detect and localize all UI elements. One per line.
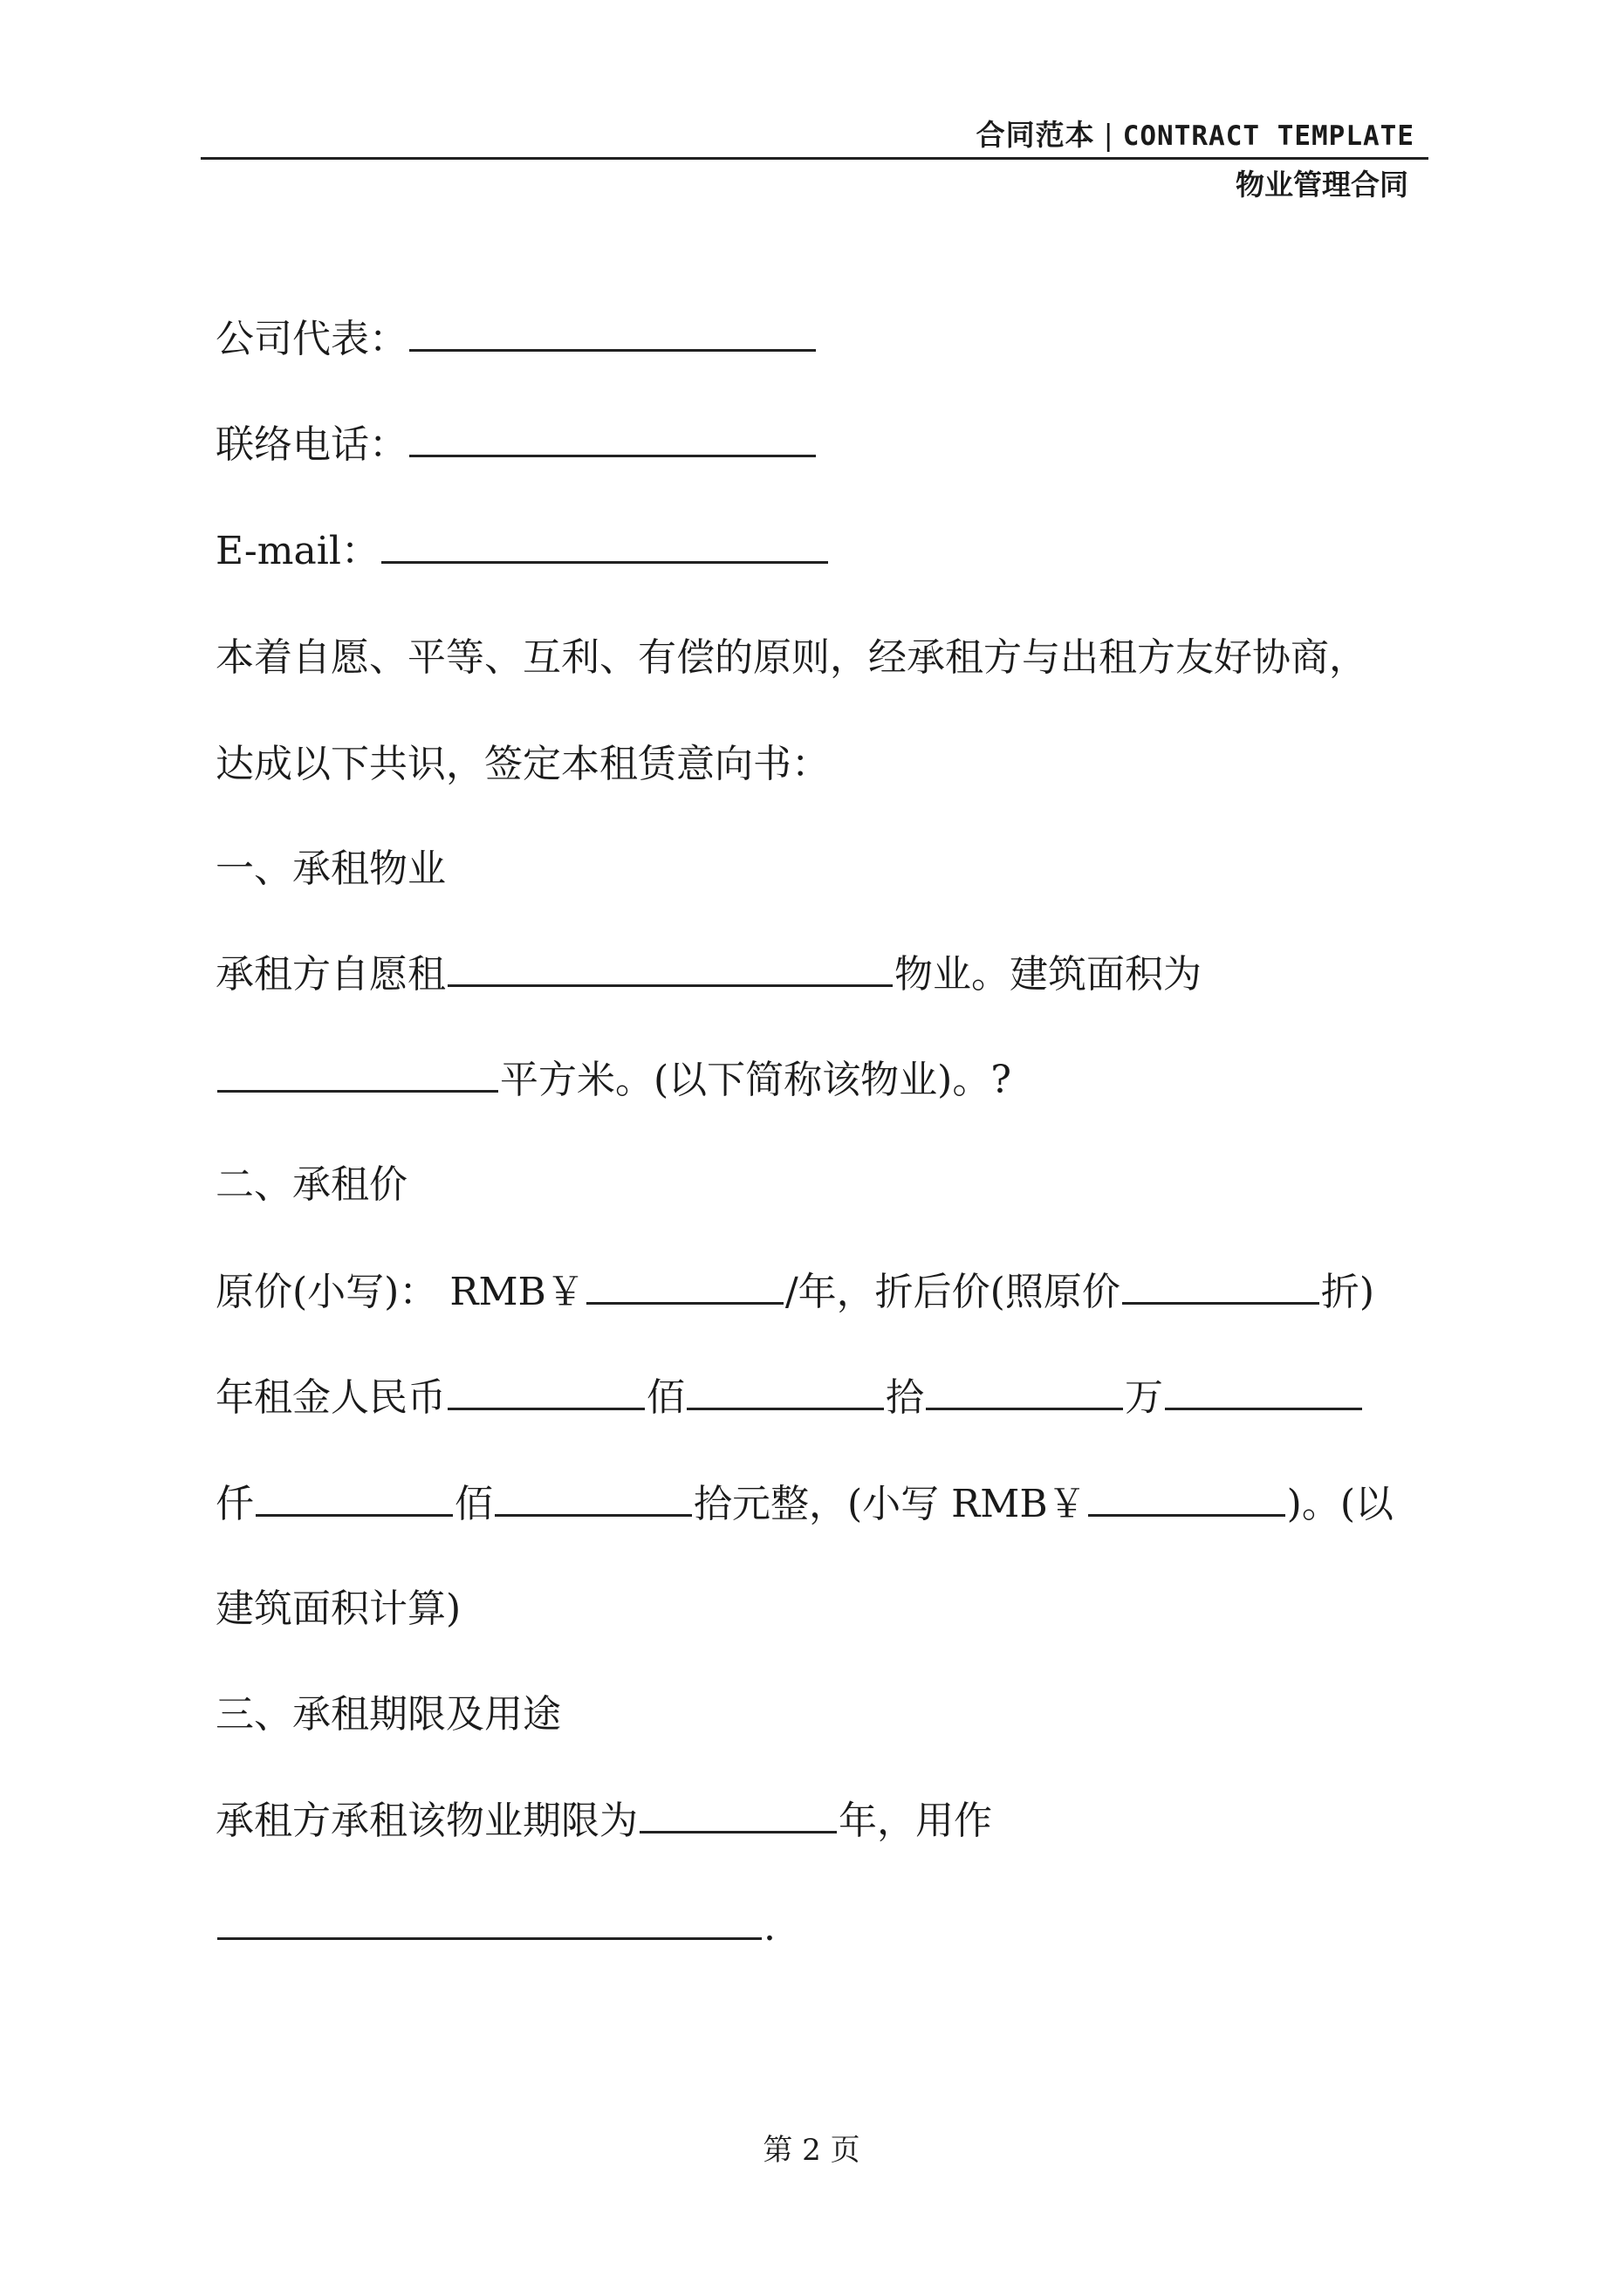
area-line xyxy=(216,1055,1011,1105)
phone-field[interactable] xyxy=(409,420,816,457)
phone-line xyxy=(216,420,818,469)
header-label xyxy=(976,113,1414,154)
rent-text-c: 拾 xyxy=(886,1375,924,1420)
rent-line-1 xyxy=(216,1373,1364,1422)
phone-label: 联络电话： xyxy=(216,422,407,467)
property-text-b: 物业。建筑面积为 xyxy=(894,952,1202,997)
rent-text-a: 年租金人民币 xyxy=(216,1375,446,1420)
email-label: E-mail： xyxy=(216,529,380,573)
rent-text-b: 佰 xyxy=(647,1375,685,1420)
term-years-field[interactable] xyxy=(640,1796,837,1833)
company-rep-field[interactable] xyxy=(409,314,816,352)
rent-line-3: 建筑面积计算) xyxy=(216,1587,462,1631)
email-line xyxy=(216,526,830,576)
area-text: 平方米。(以下简称该物业)。? xyxy=(500,1058,1011,1102)
rent-field-4[interactable] xyxy=(1165,1373,1362,1410)
rent-text-h: )。(以 xyxy=(1286,1482,1394,1526)
purpose-field[interactable] xyxy=(217,1902,762,1940)
purpose-end: . xyxy=(764,1905,776,1950)
rent-text-e: 仟 xyxy=(216,1482,254,1526)
header-label-en: CONTRACT TEMPLATE xyxy=(1122,120,1414,152)
company-rep-line xyxy=(216,314,818,364)
property-name-field[interactable] xyxy=(448,949,893,987)
purpose-line xyxy=(216,1902,776,1952)
term-text-b: 年，用作 xyxy=(839,1799,992,1843)
original-price-field[interactable] xyxy=(586,1267,784,1305)
rent-field-6[interactable] xyxy=(495,1479,692,1517)
page-header xyxy=(201,115,1428,160)
price-text-b: /年，折后价(照原价 xyxy=(784,1270,1120,1314)
intro-line-2: 达成以下共识，签定本租赁意向书： xyxy=(216,742,830,786)
intro-line-1: 本着自愿、平等、互利、有偿的原则，经承租方与出租方友好协商， xyxy=(216,635,1367,680)
rent-text-f: 佰 xyxy=(455,1482,493,1526)
term-text-a: 承租方承租该物业期限为 xyxy=(216,1799,638,1843)
rent-text-g: 拾元整，(小写 RMB￥ xyxy=(694,1482,1086,1526)
rent-field-5[interactable] xyxy=(256,1479,453,1517)
header-separator: | xyxy=(1103,118,1114,152)
discount-field[interactable] xyxy=(1122,1267,1319,1305)
rent-amount-field[interactable] xyxy=(1088,1479,1285,1517)
property-line xyxy=(216,949,1202,999)
area-field[interactable] xyxy=(217,1055,498,1093)
rent-field-1[interactable] xyxy=(448,1373,645,1410)
section1-heading: 一、承租物业 xyxy=(216,846,446,891)
rent-field-2[interactable] xyxy=(687,1373,884,1410)
price-line xyxy=(216,1267,1374,1317)
document-title: 物业管理合同 xyxy=(1236,168,1408,202)
company-rep-label: 公司代表： xyxy=(216,317,407,361)
rent-line-2 xyxy=(216,1479,1394,1529)
price-text-c: 折) xyxy=(1320,1270,1375,1314)
page-number: 第 2 页 xyxy=(763,2133,860,2168)
email-field[interactable] xyxy=(381,526,828,564)
rent-text-d: 万 xyxy=(1125,1375,1163,1420)
term-line xyxy=(216,1796,992,1846)
price-text-a: 原价(小写)： RMB￥ xyxy=(216,1270,585,1314)
section2-heading: 二、承租价 xyxy=(216,1162,407,1207)
rent-field-3[interactable] xyxy=(926,1373,1123,1410)
property-text-a: 承租方自愿租 xyxy=(216,952,446,997)
section3-heading: 三、承租期限及用途 xyxy=(216,1692,561,1737)
header-label-cn: 合同范本 xyxy=(976,118,1095,152)
